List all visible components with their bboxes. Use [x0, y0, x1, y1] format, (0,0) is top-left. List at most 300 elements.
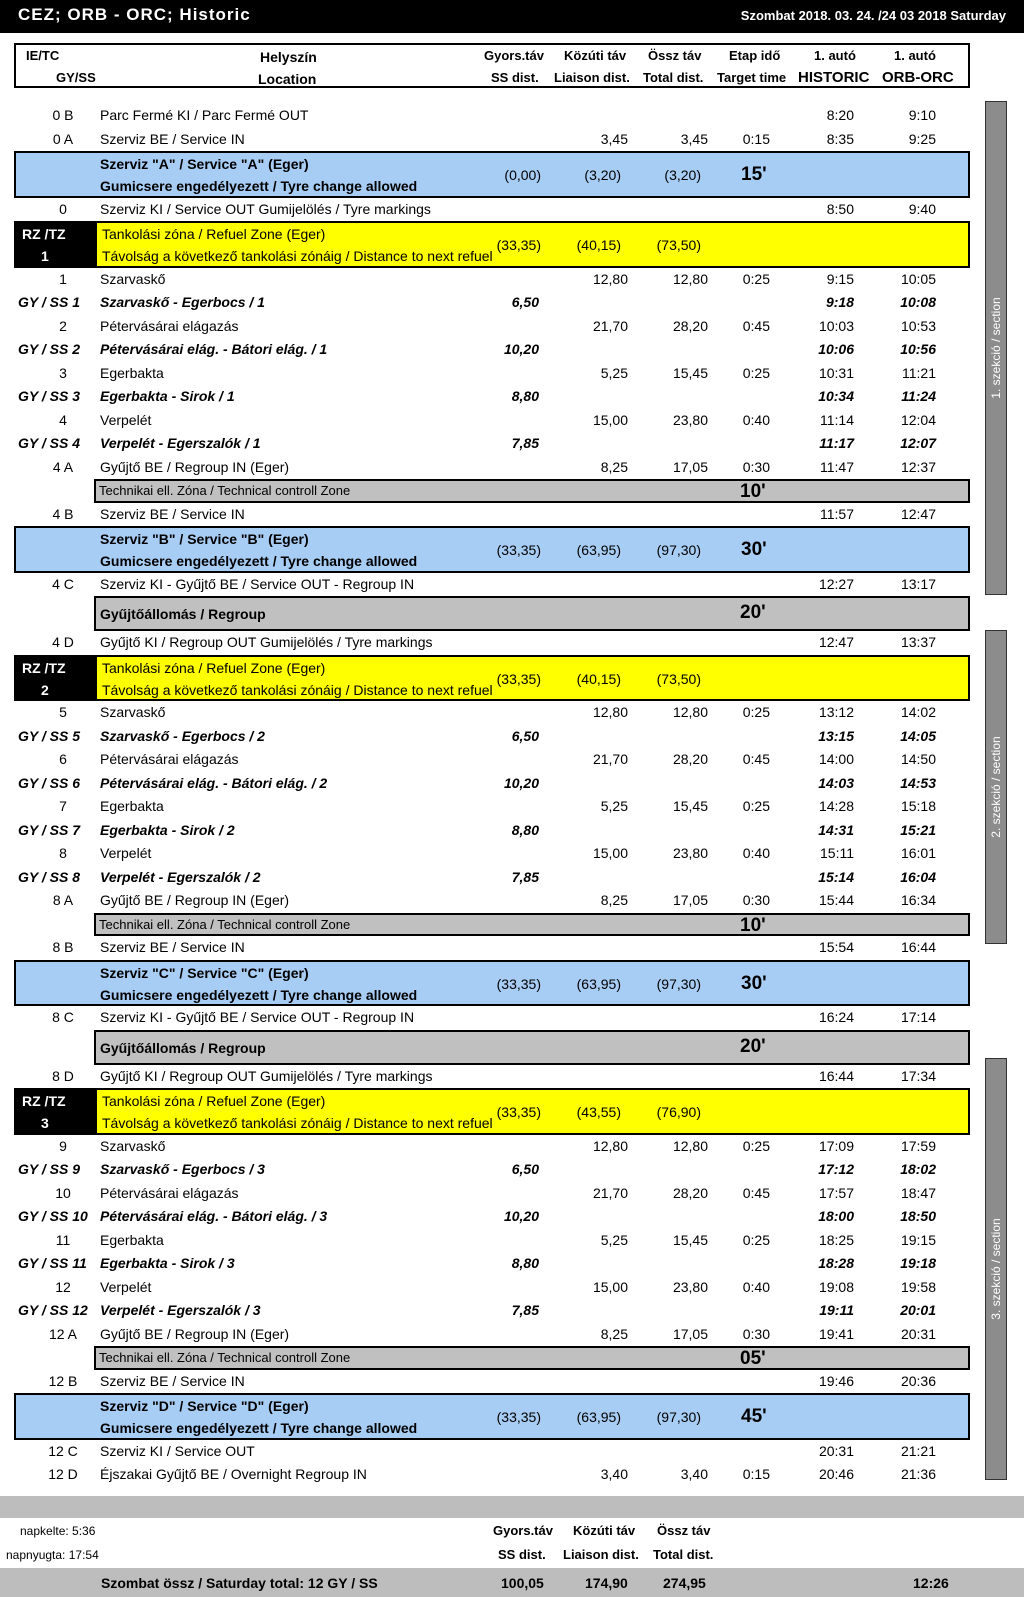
row-target-time: 0:30	[742, 892, 770, 908]
time-control-row	[14, 701, 970, 725]
row-location: Éjszakai Gyűjtő BE / Overnight Regroup IN	[100, 1466, 367, 1482]
row-location: Szerviz KI / Service OUT Gumijelölés / Tyre markings	[100, 200, 431, 217]
row-time-historic: 10:34	[818, 388, 854, 404]
refuel-ss-dist: (33,35)	[496, 670, 541, 687]
row-time-orborc: 12:47	[900, 505, 936, 522]
row-time-orborc: 18:50	[900, 1208, 936, 1224]
row-total-dist: 17,05	[672, 892, 708, 908]
service-title: Szerviz "C" / Service "C" (Eger)	[100, 964, 309, 981]
time-control-row	[14, 128, 970, 152]
row-target-time: 0:30	[742, 1325, 770, 1342]
row-total-dist: 23,80	[672, 845, 708, 861]
row-time-historic: 10:06	[818, 341, 854, 357]
time-control-row	[14, 842, 970, 866]
row-time-historic: 15:11	[820, 845, 854, 861]
refuel-rz: RZ /TZ	[22, 1093, 66, 1109]
service-liaison-dist: (63,95)	[576, 542, 621, 559]
technical-zone-row	[94, 1346, 970, 1370]
service-tyre-note: Gumicsere engedélyezett / Tyre change allowed	[100, 178, 418, 194]
col-ietc: IE/TC	[26, 48, 60, 63]
row-ss-dist: 7,85	[511, 868, 539, 885]
row-location: Szerviz BE / Service IN	[100, 505, 245, 522]
time-control-row	[14, 1065, 970, 1089]
time-control-row	[14, 936, 970, 960]
row-location: Szarvaskő - Egerbocs / 1	[100, 294, 265, 310]
row-target-time: 0:25	[742, 1137, 770, 1154]
section-bar-2	[985, 630, 1007, 944]
row-ss-dist: 6,50	[511, 727, 539, 744]
service-liaison-dist: (63,95)	[576, 1409, 621, 1426]
refuel-note: Távolság a következő tankolási zónáig / Distance to next refuel	[102, 248, 493, 264]
row-id: 12 A	[48, 1325, 78, 1342]
row-target-time: 0:40	[742, 411, 770, 428]
total-liaison: 174,90	[585, 1575, 628, 1591]
row-time-historic: 18:00	[818, 1208, 854, 1224]
row-id: 8 D	[52, 1067, 74, 1084]
refuel-total-dist: (76,90)	[656, 1104, 701, 1121]
refuel-liaison-dist: (43,55)	[576, 1104, 621, 1121]
row-time-orborc: 10:08	[900, 294, 936, 310]
row-time-historic: 15:54	[818, 939, 854, 955]
footer-ssdist: SS dist.	[498, 1547, 546, 1562]
row-id: 12 B	[48, 1372, 78, 1389]
time-control-row	[14, 1323, 970, 1347]
row-id: 11	[55, 1231, 71, 1248]
refuel-title: Tankolási zóna / Refuel Zone (Eger)	[102, 1093, 326, 1109]
time-control-row	[14, 1182, 970, 1206]
sunrise-text: napkelte: 5:36	[20, 1524, 96, 1538]
row-location: Gyűjtő BE / Regroup IN (Eger)	[100, 1325, 290, 1342]
row-time-orborc: 15:21	[900, 821, 936, 838]
service-title: Szerviz "B" / Service "B" (Eger)	[100, 531, 309, 547]
time-control-row	[14, 198, 970, 222]
row-time-historic: 11:14	[820, 411, 854, 428]
time-control-row	[14, 1135, 970, 1159]
row-time-orborc: 20:36	[900, 1372, 936, 1389]
row-id: 1	[59, 270, 67, 287]
row-id: GY / SS 1	[18, 294, 80, 310]
row-location: Szarvaskő	[100, 704, 166, 720]
row-time-historic: 9:15	[826, 270, 854, 287]
row-liaison-dist: 5,25	[600, 364, 628, 381]
row-location: Gyűjtő BE / Regroup IN (Eger)	[100, 458, 290, 475]
service-duration: 30'	[741, 539, 767, 561]
row-total-dist: 3,45	[680, 130, 708, 147]
row-target-time: 0:40	[742, 1278, 770, 1295]
row-time-orborc: 9:10	[908, 107, 936, 123]
row-target-time: 0:30	[742, 458, 770, 475]
row-time-orborc: 21:36	[900, 1466, 936, 1482]
row-ss-dist: 8,80	[511, 1255, 539, 1271]
row-id: GY / SS 4	[18, 435, 80, 451]
time-control-row	[14, 1276, 970, 1300]
row-time-historic: 19:41	[818, 1325, 854, 1342]
time-control-row	[14, 1440, 970, 1464]
row-liaison-dist: 12,80	[592, 704, 628, 720]
row-location: Pétervásárai elág. - Bátori elág. / 1	[100, 341, 328, 357]
row-location: Szerviz BE / Service IN	[100, 1372, 245, 1389]
service-zone-row	[14, 151, 970, 198]
row-time-orborc: 14:02	[900, 704, 936, 720]
row-id: 2	[59, 317, 67, 334]
service-ss-dist: (0,00)	[504, 167, 541, 184]
row-time-orborc: 14:05	[900, 727, 936, 744]
row-target-time: 0:15	[742, 130, 770, 147]
row-target-time: 0:25	[742, 704, 770, 720]
row-id: GY / SS 8	[18, 868, 80, 885]
row-time-orborc: 10:56	[900, 341, 936, 357]
row-id: 4	[59, 411, 67, 428]
row-time-historic: 11:47	[820, 458, 854, 475]
row-time-historic: 14:28	[818, 798, 854, 814]
row-liaison-dist: 15,00	[592, 845, 628, 861]
row-liaison-dist: 12,80	[592, 1137, 628, 1154]
row-time-historic: 16:24	[818, 1009, 854, 1025]
service-duration: 30'	[741, 972, 767, 994]
refuel-title: Tankolási zóna / Refuel Zone (Eger)	[102, 659, 326, 676]
special-stage-row	[14, 819, 970, 843]
row-location: Egerbakta	[100, 1231, 164, 1248]
row-location: Verpelét - Egerszalók / 1	[100, 435, 261, 451]
row-id: GY / SS 2	[18, 341, 80, 357]
service-total-dist: (3,20)	[664, 167, 701, 184]
row-time-historic: 10:03	[818, 317, 854, 334]
special-stage-row	[14, 725, 970, 749]
special-stage-row	[14, 291, 970, 315]
document-title: CEZ; ORB - ORC; Historic	[18, 5, 251, 24]
row-ss-dist: 7,85	[511, 435, 539, 451]
row-liaison-dist: 8,25	[600, 892, 628, 908]
row-total-dist: 23,80	[672, 411, 708, 428]
time-control-row	[14, 631, 970, 655]
row-liaison-dist: 15,00	[592, 1278, 628, 1295]
refuel-zone-label	[16, 657, 97, 700]
row-time-orborc: 21:21	[900, 1442, 936, 1459]
footer-liaison: Liaison dist.	[563, 1547, 639, 1562]
time-control-row	[14, 315, 970, 339]
row-time-historic: 15:44	[818, 892, 854, 908]
total-total: 274,95	[663, 1575, 706, 1591]
row-time-orborc: 14:53	[900, 774, 936, 791]
row-location: Szarvaskő - Egerbocs / 3	[100, 1161, 265, 1177]
regroup-row	[94, 1030, 970, 1065]
col-orborc: ORB-ORC	[882, 69, 954, 86]
row-id: GY / SS 11	[18, 1255, 87, 1271]
row-time-historic: 17:12	[818, 1161, 854, 1177]
row-time-historic: 19:08	[818, 1278, 854, 1295]
row-target-time: 0:25	[742, 270, 770, 287]
row-target-time: 0:25	[742, 798, 770, 814]
row-location: Gyűjtő KI / Regroup OUT Gumijelölés / Tyre markings	[100, 1067, 433, 1084]
row-time-historic: 11:17	[819, 435, 854, 451]
total-label: Szombat össz / Saturday total: 12 GY / SS	[101, 1575, 378, 1591]
row-location: Verpelét - Egerszalók / 2	[100, 868, 261, 885]
refuel-note: Távolság a következő tankolási zónáig / Distance to next refuel	[102, 1115, 493, 1131]
row-location: Szerviz KI - Gyűjtő BE / Service OUT - Regroup IN	[100, 575, 415, 592]
row-time-orborc: 9:40	[908, 200, 936, 217]
total-time: 12:26	[913, 1575, 949, 1591]
row-liaison-dist: 15,00	[592, 411, 628, 428]
footer-separator	[0, 1496, 1024, 1518]
row-id: 8 B	[52, 939, 74, 955]
row-time-orborc: 11:21	[902, 364, 936, 381]
row-time-orborc: 17:59	[900, 1137, 936, 1154]
row-time-orborc: 12:04	[900, 411, 936, 428]
row-time-orborc: 9:25	[908, 130, 936, 147]
row-liaison-dist: 3,40	[600, 1466, 628, 1482]
row-liaison-dist: 21,70	[592, 1184, 628, 1201]
row-location: Szerviz KI - Gyűjtő BE / Service OUT - Regroup IN	[100, 1009, 415, 1025]
row-id: 0	[59, 200, 67, 217]
row-id: 8 A	[52, 892, 74, 908]
row-ss-dist: 10,20	[503, 341, 539, 357]
col-liaison: Liaison dist.	[554, 70, 630, 85]
regroup-duration: 20'	[740, 602, 766, 623]
time-control-row	[14, 1370, 970, 1394]
row-total-dist: 23,80	[672, 1278, 708, 1295]
col-gyorstav: Gyors.táv	[484, 48, 544, 63]
row-time-orborc: 14:50	[900, 751, 936, 767]
time-control-row	[14, 362, 970, 386]
row-time-orborc: 19:15	[900, 1231, 936, 1248]
service-total-dist: (97,30)	[656, 975, 701, 992]
service-zone-row	[14, 960, 970, 1007]
service-zone-row	[14, 1393, 970, 1440]
row-location: Egerbakta	[100, 364, 164, 381]
row-time-orborc: 18:02	[900, 1161, 936, 1177]
row-time-orborc: 17:14	[900, 1009, 936, 1025]
footer-ossz: Össz táv	[657, 1523, 711, 1538]
row-id: 8	[59, 845, 67, 861]
special-stage-row	[14, 772, 970, 796]
row-id: 6	[59, 751, 67, 767]
row-liaison-dist: 3,45	[600, 130, 628, 147]
row-location: Gyűjtő BE / Regroup IN (Eger)	[100, 892, 290, 908]
col-auto1b: 1. autó	[894, 48, 936, 63]
row-liaison-dist: 12,80	[592, 270, 628, 287]
refuel-zone-row	[14, 221, 970, 268]
refuel-number: 2	[41, 681, 49, 698]
row-time-historic: 17:57	[818, 1184, 854, 1201]
row-ss-dist: 10,20	[503, 1208, 539, 1224]
row-time-orborc: 16:01	[900, 845, 936, 861]
time-control-row	[14, 104, 970, 128]
row-location: Szerviz BE / Service IN	[100, 939, 245, 955]
special-stage-row	[14, 1252, 970, 1276]
row-time-historic: 12:47	[818, 634, 854, 650]
row-total-dist: 12,80	[672, 1137, 708, 1154]
refuel-rz: RZ /TZ	[22, 226, 66, 242]
col-ssdist: SS dist.	[491, 70, 539, 85]
row-location: Verpelét - Egerszalók / 3	[100, 1302, 261, 1318]
row-id: 10	[55, 1184, 71, 1201]
refuel-ss-dist: (33,35)	[496, 237, 541, 254]
row-location: Pétervásárai elág. - Bátori elág. / 2	[100, 774, 328, 791]
service-zone-row	[14, 526, 970, 573]
row-total-dist: 17,05	[672, 1325, 708, 1342]
col-kozuti: Közúti táv	[564, 48, 627, 63]
row-id: 4 D	[52, 634, 74, 650]
row-time-historic: 15:14	[818, 868, 854, 885]
refuel-total-dist: (73,50)	[656, 237, 701, 254]
technical-zone-label: Technikai ell. Zóna / Technical controll Zone	[99, 916, 351, 932]
time-control-row	[14, 573, 970, 597]
regroup-label: Gyűjtőállomás / Regroup	[100, 1039, 266, 1056]
refuel-number: 3	[41, 1115, 49, 1131]
refuel-ss-dist: (33,35)	[496, 1104, 541, 1121]
technical-zone-duration: 05'	[740, 1348, 766, 1369]
section-label-3: 3. szekció / section	[989, 1218, 1003, 1320]
row-time-orborc: 13:37	[900, 634, 936, 650]
service-total-dist: (97,30)	[656, 1409, 701, 1426]
row-location: Szarvaskő	[100, 1137, 166, 1154]
time-control-row	[14, 889, 970, 913]
row-time-historic: 20:31	[818, 1442, 854, 1459]
row-time-orborc: 10:53	[900, 317, 936, 334]
col-total: Total dist.	[643, 70, 704, 85]
row-location: Egerbakta	[100, 798, 164, 814]
row-total-dist: 17,05	[672, 458, 708, 475]
refuel-zone-label	[16, 1090, 97, 1133]
section-label-2: 2. szekció / section	[989, 736, 1003, 838]
row-ss-dist: 8,80	[511, 388, 539, 404]
refuel-zone-label	[16, 223, 97, 266]
row-id: 0 A	[52, 130, 74, 147]
row-location: Gyűjtő KI / Regroup OUT Gumijelölés / Tyre markings	[100, 634, 433, 650]
service-duration: 15'	[741, 164, 767, 186]
section-bar-1	[985, 101, 1007, 595]
service-liaison-dist: (3,20)	[584, 167, 621, 184]
time-control-row	[14, 1229, 970, 1253]
regroup-label: Gyűjtőállomás / Regroup	[100, 606, 266, 622]
service-liaison-dist: (63,95)	[576, 975, 621, 992]
special-stage-row	[14, 385, 970, 409]
refuel-zone-row	[14, 655, 970, 702]
row-ss-dist: 6,50	[511, 1161, 539, 1177]
service-title: Szerviz "D" / Service "D" (Eger)	[100, 1398, 309, 1414]
row-time-orborc: 20:01	[900, 1302, 936, 1318]
row-id: GY / SS 12	[18, 1302, 88, 1318]
row-id: 4 B	[52, 505, 74, 522]
row-id: 12	[55, 1278, 71, 1295]
section-bar-3	[985, 1058, 1007, 1480]
row-total-dist: 28,20	[672, 1184, 708, 1201]
row-time-orborc: 11:24	[901, 388, 936, 404]
row-time-historic: 10:31	[818, 364, 854, 381]
service-title: Szerviz "A" / Service "A" (Eger)	[100, 156, 309, 172]
row-time-historic: 18:25	[818, 1231, 854, 1248]
row-time-orborc: 17:34	[900, 1067, 936, 1084]
row-location: Verpelét	[100, 1278, 152, 1295]
row-target-time: 0:40	[742, 845, 770, 861]
row-target-time: 0:45	[742, 1184, 770, 1201]
row-liaison-dist: 21,70	[592, 751, 628, 767]
col-ossz: Össz táv	[648, 48, 702, 63]
row-time-historic: 13:12	[818, 704, 854, 720]
technical-zone-row	[94, 479, 970, 503]
row-id: 4 C	[52, 575, 74, 592]
row-time-orborc: 16:44	[900, 939, 936, 955]
row-id: 12 D	[48, 1466, 78, 1482]
service-duration: 45'	[741, 1406, 767, 1428]
row-time-orborc: 12:07	[900, 435, 936, 451]
row-location: Pétervásárai elágazás	[100, 317, 239, 334]
row-time-orborc: 15:18	[900, 798, 936, 814]
row-total-dist: 15,45	[672, 1231, 708, 1248]
service-ss-dist: (33,35)	[496, 1409, 541, 1426]
row-location: Parc Fermé KI / Parc Fermé OUT	[100, 107, 309, 123]
technical-zone-duration: 10'	[740, 914, 766, 936]
regroup-row	[94, 596, 970, 631]
row-target-time: 0:45	[742, 317, 770, 334]
col-historic: HISTORIC	[798, 69, 870, 86]
row-total-dist: 3,40	[680, 1466, 708, 1482]
refuel-total-dist: (73,50)	[656, 670, 701, 687]
row-time-orborc: 12:37	[900, 458, 936, 475]
time-control-row	[14, 456, 970, 480]
row-id: 7	[59, 798, 67, 814]
row-total-dist: 28,20	[672, 317, 708, 334]
col-etap: Etap idő	[729, 48, 781, 63]
row-ss-dist: 8,80	[511, 821, 539, 838]
row-liaison-dist: 21,70	[592, 317, 628, 334]
row-location: Szarvaskő - Egerbocs / 2	[100, 727, 265, 744]
refuel-liaison-dist: (40,15)	[576, 670, 621, 687]
row-location: Verpelét	[100, 845, 152, 861]
time-control-row	[14, 268, 970, 292]
row-time-historic: 19:46	[818, 1372, 854, 1389]
column-header	[14, 43, 970, 88]
row-target-time: 0:45	[742, 751, 770, 767]
regroup-duration: 20'	[740, 1035, 766, 1057]
special-stage-row	[14, 866, 970, 890]
row-time-historic: 8:50	[826, 200, 854, 217]
row-total-dist: 15,45	[672, 364, 708, 381]
row-time-historic: 8:20	[826, 107, 854, 123]
col-target: Target time	[717, 70, 787, 85]
section-label-1: 1. szekció / section	[989, 297, 1003, 399]
time-control-row	[14, 795, 970, 819]
service-ss-dist: (33,35)	[496, 975, 541, 992]
col-auto1a: 1. autó	[814, 48, 856, 63]
time-control-row	[14, 1463, 970, 1487]
row-liaison-dist: 5,25	[600, 798, 628, 814]
row-time-orborc: 16:34	[900, 892, 936, 908]
refuel-number: 1	[41, 248, 49, 264]
special-stage-row	[14, 338, 970, 362]
refuel-zone-row	[14, 1088, 970, 1135]
row-location: Pétervásárai elág. - Bátori elág. / 3	[100, 1208, 328, 1224]
row-time-historic: 14:03	[818, 774, 854, 791]
col-helyszin: Helyszín	[260, 49, 317, 65]
service-ss-dist: (33,35)	[496, 542, 541, 559]
service-total-dist: (97,30)	[656, 542, 701, 559]
technical-zone-label: Technikai ell. Zóna / Technical controll Zone	[99, 1350, 351, 1365]
row-time-orborc: 18:47	[900, 1184, 936, 1201]
special-stage-row	[14, 1205, 970, 1229]
row-location: Egerbakta - Sirok / 3	[100, 1255, 235, 1271]
footer-kozuti: Közúti táv	[573, 1523, 636, 1538]
row-time-orborc: 20:31	[900, 1325, 936, 1342]
row-time-historic: 12:27	[818, 575, 854, 592]
row-liaison-dist: 8,25	[600, 1325, 628, 1342]
row-ss-dist: 6,50	[511, 294, 539, 310]
row-id: GY / SS 5	[18, 727, 80, 744]
document-date: Szombat 2018. 03. 24. /24 03 2018 Saturday	[740, 8, 1006, 23]
special-stage-row	[14, 1158, 970, 1182]
row-target-time: 0:15	[742, 1466, 770, 1482]
row-id: 8 C	[52, 1009, 74, 1025]
